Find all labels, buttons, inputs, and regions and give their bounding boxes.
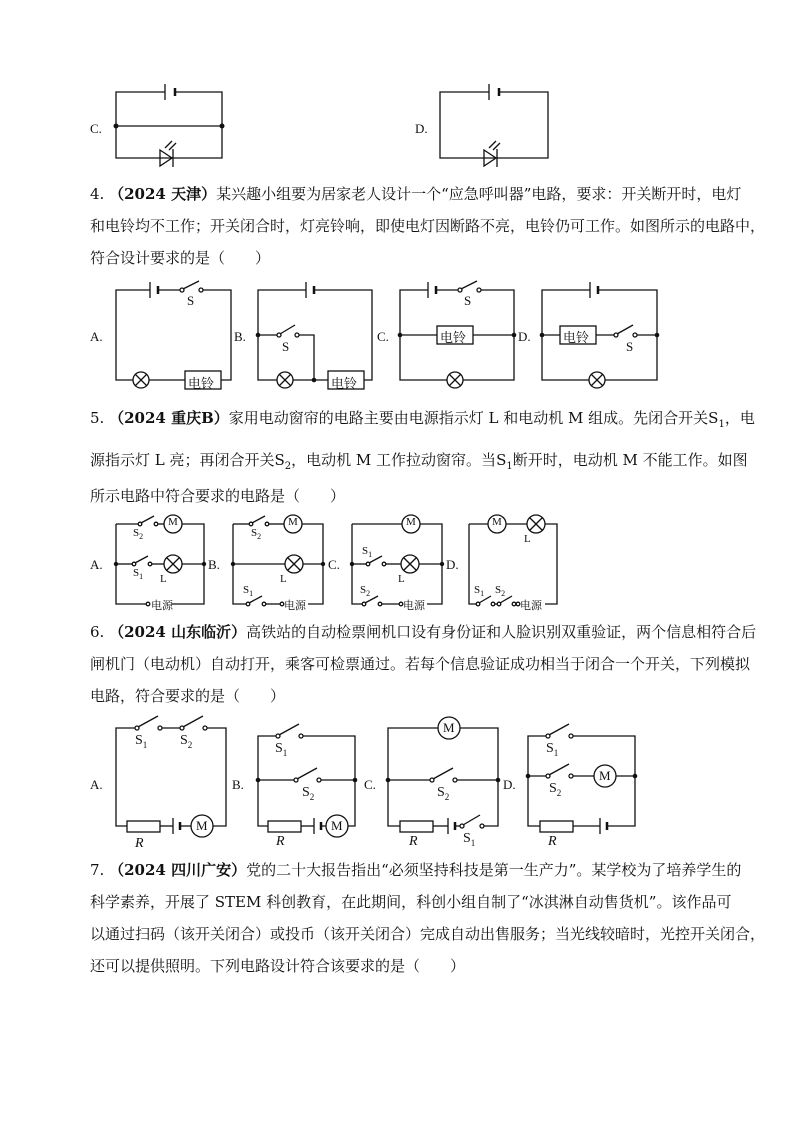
q6-option-d[interactable]: D.	[503, 777, 516, 792]
q4d-bell-label: 电铃	[563, 330, 590, 345]
q6-line2: 闸机门（电动机）自动打开，乘客可检票通过。若每个信息验证成功相当于闭合一个开关，下列模拟	[90, 655, 751, 673]
q6b-resistor-label: R	[276, 834, 285, 849]
q4-option-a[interactable]: A.	[90, 329, 103, 344]
q6a-motor-label: M	[196, 818, 208, 833]
q5b-motor-label: M	[288, 516, 298, 528]
q4a-switch-label: S	[187, 293, 195, 308]
q6a-resistor-label: R	[135, 836, 144, 851]
q4b-switch-label: S	[282, 339, 290, 354]
q6b-motor-label: M	[331, 818, 343, 833]
q5a-s2-label: $S_2$	[133, 527, 144, 542]
q4b-bell-label: 电铃	[331, 376, 358, 391]
q5b-power-label: 电源	[284, 600, 306, 612]
q6c-motor-label: M	[443, 720, 455, 735]
q5-line2: 源指示灯 L 亮；再闭合开关$S_2$，电动机 M 工作拉动窗帘。当$S_1$断开时，电动机 M 不能工作。如图	[90, 451, 748, 472]
q6d-motor-label: M	[599, 768, 611, 783]
q4c-switch-label: S	[464, 293, 472, 308]
q4c-bell-label: 电铃	[440, 330, 467, 345]
q5c-power-label: 电源	[403, 600, 425, 612]
q6-option-b[interactable]: B.	[232, 777, 244, 792]
q5b-s1-label: $S_1$	[243, 584, 254, 599]
q3d-circuit	[440, 84, 548, 167]
q5a-motor-label: M	[168, 516, 178, 528]
q4a-bell-label: 电铃	[188, 376, 215, 391]
q6c-s2-label: $S_2$	[437, 785, 450, 802]
q5a-power-label: 电源	[151, 600, 173, 612]
q7-line1: 7. （2024 四川广安）党的二十大报告指出“必须坚持科技是第一生产力”。某学校为了培养学生的	[90, 861, 742, 879]
q4d-switch-label: S	[626, 339, 634, 354]
q6d-s1-label: $S_1$	[546, 741, 559, 758]
q4-line2: 和电铃均不工作；开关闭合时，灯亮铃响，即使电灯因断路不亮，电铃仍可工作。如图所示的电路中，	[90, 217, 766, 235]
q5a-lamp-label: L	[160, 573, 167, 585]
q5-line3: 所示电路中符合要求的电路是（ ）	[90, 487, 346, 505]
q7-line4: 还可以提供照明。下列电路设计符合该要求的是（ ）	[90, 957, 466, 975]
q5c-s2-label: $S_2$	[360, 584, 371, 599]
q6-option-c[interactable]: C.	[364, 777, 376, 792]
q5a-circuit	[114, 515, 206, 606]
q6b-s1-label: $S_1$	[275, 741, 288, 758]
q5c-motor-label: M	[406, 516, 416, 528]
q5-option-b[interactable]: B.	[208, 557, 220, 572]
q6a-s2-label: $S_2$	[180, 733, 193, 750]
q6d-resistor-label: R	[548, 834, 557, 849]
q5d-s1-label: $S_1$	[474, 584, 485, 599]
q6c-resistor-label: R	[409, 834, 418, 849]
q6-line3: 电路，符合要求的是（ ）	[90, 687, 286, 705]
q5d-power-label: 电源	[520, 600, 542, 612]
q5-option-c[interactable]: C.	[328, 557, 340, 572]
q5d-motor-label: M	[492, 516, 502, 528]
q5c-lamp-label: L	[398, 573, 405, 585]
q5b-s2-label: $S_2$	[251, 527, 262, 542]
q6-line1: 6. （2024 山东临沂）高铁站的自动检票闸机口设有身份证和人脸识别双重验证，两个信息相符合后	[90, 623, 757, 641]
q5a-s1-label: $S_1$	[133, 567, 144, 582]
q6d-circuit	[526, 724, 638, 834]
q5d-s2-label: $S_2$	[495, 584, 506, 599]
q4-line3: 符合设计要求的是（ ）	[90, 249, 271, 267]
q6a-s1-label: $S_1$	[135, 733, 148, 750]
q3-option-d[interactable]: D.	[415, 121, 428, 136]
q3c-circuit	[114, 84, 225, 167]
q5-option-a[interactable]: A.	[90, 557, 103, 572]
q7-line2: 科学素养，开展了 STEM 科创教育，在此期间，科创小组自制了“冰淇淋自动售货机”。该作品可	[90, 893, 732, 911]
q5b-lamp-label: L	[280, 573, 287, 585]
q4-option-d[interactable]: D.	[518, 329, 531, 344]
q6a-circuit	[116, 716, 226, 837]
q7-line3: 以通过扫码（该开关闭合）或投币（该开关闭合）完成自动出售服务；当光线较暗时，光控开关闭合，	[90, 925, 766, 943]
q5c-s1-label: $S_1$	[362, 545, 373, 560]
q6d-s2-label: $S_2$	[549, 781, 562, 798]
q6b-s2-label: $S_2$	[302, 785, 315, 802]
q5-option-d[interactable]: D.	[446, 557, 459, 572]
q4-option-c[interactable]: C.	[377, 329, 389, 344]
q6-option-a[interactable]: A.	[90, 777, 103, 792]
q4-option-b[interactable]: B.	[234, 329, 246, 344]
q5d-lamp-label: L	[524, 533, 531, 545]
q4-line1: 4. （2024 天津）某兴趣小组要为居家老人设计一个“应急呼叫器”电路，要求：开关断开时，电灯	[90, 185, 742, 203]
q4d-circuit	[540, 282, 660, 388]
q5-line1: 5. （2024 重庆B）家用电动窗帘的电路主要由电源指示灯 L 和电动机 M 组成。先闭合开关$S_1$，电	[90, 409, 755, 430]
q6c-s1-label: $S_1$	[463, 831, 476, 848]
q3-option-c[interactable]: C.	[90, 121, 102, 136]
